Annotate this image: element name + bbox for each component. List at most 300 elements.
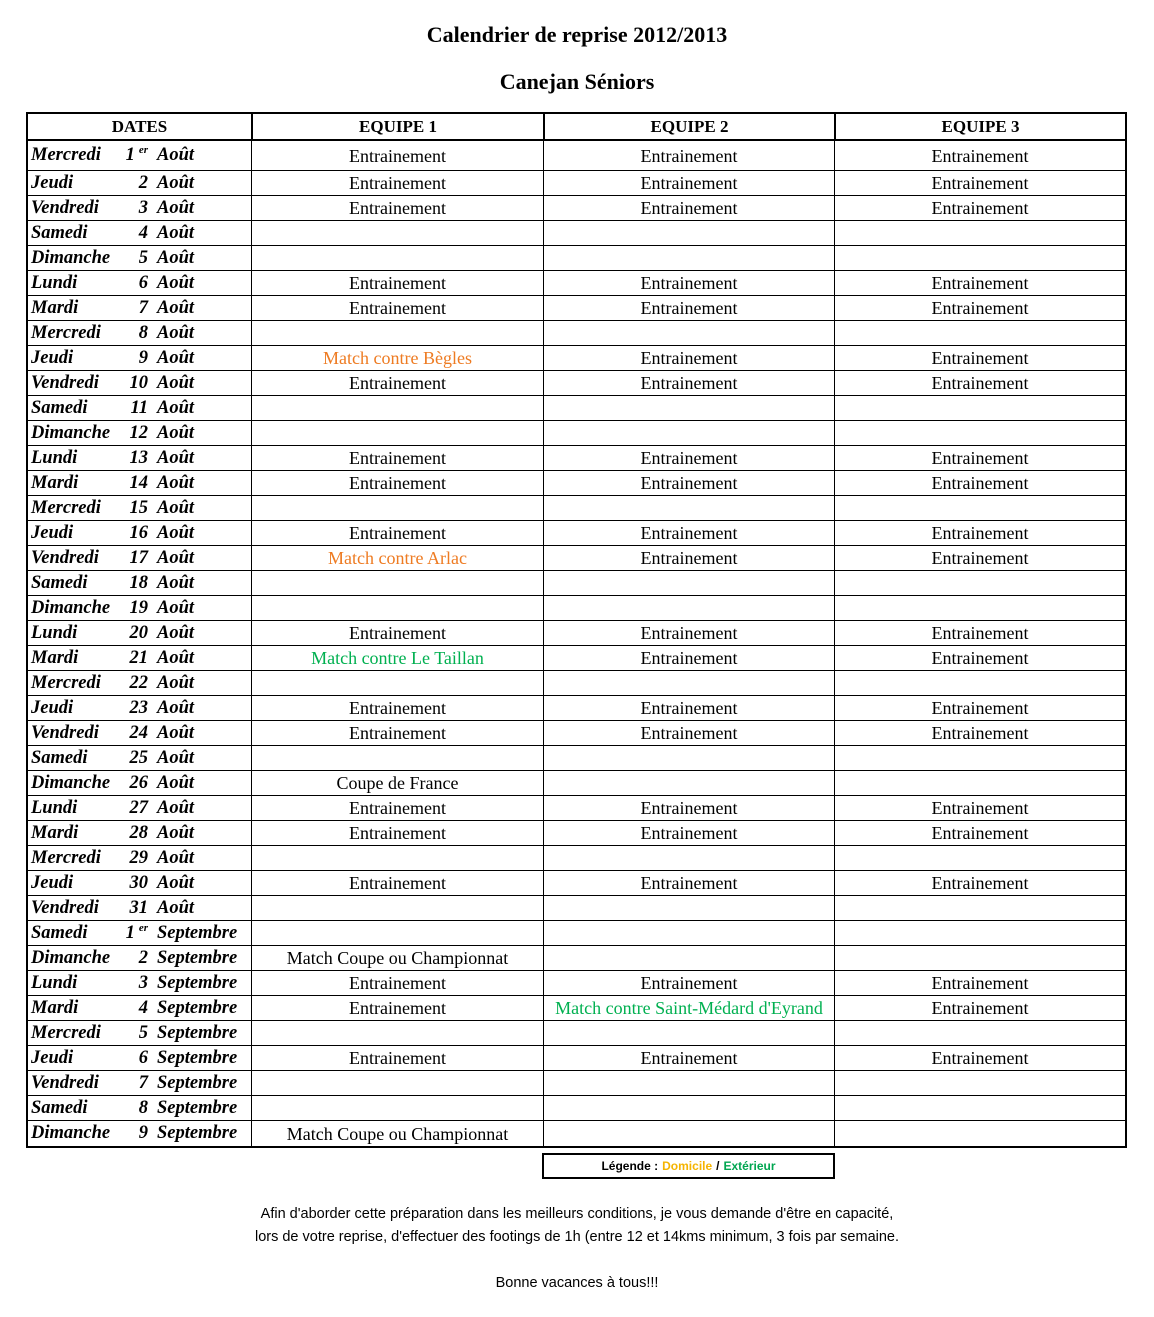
- team3-cell: Entrainement: [834, 271, 1125, 295]
- team1-cell: [251, 1021, 543, 1045]
- team2-cell: Entrainement: [543, 1046, 834, 1070]
- day-number: 7: [138, 297, 148, 318]
- date-cell: [28, 921, 251, 945]
- day-number-group: [117, 799, 148, 818]
- team3-cell: Entrainement: [834, 471, 1125, 495]
- day-name: Samedi: [31, 1097, 88, 1118]
- team2-cell: Entrainement: [543, 621, 834, 645]
- team2-cell: Entrainement: [543, 871, 834, 895]
- date-cell: [28, 446, 251, 470]
- team2-cell: Entrainement: [543, 196, 834, 220]
- team3-cell: Entrainement: [834, 796, 1125, 820]
- day-number-group: [117, 424, 148, 443]
- team2-cell: Entrainement: [543, 721, 834, 745]
- day-number-group: [117, 674, 148, 693]
- date-cell: [28, 1021, 251, 1045]
- team1-cell: Entrainement: [251, 446, 543, 470]
- date-cell: [28, 871, 251, 895]
- team1-cell: [251, 571, 543, 595]
- table-row: [28, 371, 1125, 396]
- note-closing: Bonne vacances à tous!!!: [495, 1275, 659, 1291]
- table-header-row: [28, 114, 1125, 141]
- day-name: Vendredi: [31, 1072, 99, 1093]
- legend-box: [542, 1153, 835, 1179]
- table-row: [28, 521, 1125, 546]
- month-name: Septembre: [157, 947, 238, 968]
- date-cell: [28, 771, 251, 795]
- month-name: Août: [157, 272, 195, 293]
- day-number: 21: [129, 647, 148, 668]
- day-name: Lundi: [31, 622, 78, 643]
- table-row: [28, 446, 1125, 471]
- day-number: 5: [138, 247, 148, 268]
- team2-cell: Entrainement: [543, 371, 834, 395]
- month-name: Août: [157, 222, 195, 243]
- month-name: Août: [157, 297, 195, 318]
- team1-cell: Entrainement: [251, 696, 543, 720]
- day-name: Mardi: [31, 647, 79, 668]
- day-name: Jeudi: [31, 872, 74, 893]
- team2-cell: Entrainement: [543, 696, 834, 720]
- table-row: [28, 971, 1125, 996]
- team3-cell: Entrainement: [834, 521, 1125, 545]
- team1-cell: [251, 1096, 543, 1120]
- month-name: Août: [157, 497, 195, 518]
- month-name: Août: [157, 172, 195, 193]
- month-name: Août: [157, 472, 195, 493]
- day-name: Lundi: [31, 797, 78, 818]
- team2-cell: Entrainement: [543, 646, 834, 670]
- header-dates: DATES: [111, 117, 168, 136]
- day-number: 25: [129, 747, 148, 768]
- day-name: Lundi: [31, 447, 78, 468]
- table-row: [28, 571, 1125, 596]
- table-row: [28, 871, 1125, 896]
- team1-cell: Entrainement: [251, 996, 543, 1020]
- table-row: [28, 546, 1125, 571]
- team1-cell: Match Coupe ou Championnat: [251, 1121, 543, 1146]
- team3-cell: [834, 1071, 1125, 1095]
- day-number-group: [117, 399, 148, 418]
- day-name: Samedi: [31, 397, 88, 418]
- team3-cell: [834, 596, 1125, 620]
- day-number-group: [117, 749, 148, 768]
- day-name: Samedi: [31, 222, 88, 243]
- date-cell: [28, 671, 251, 695]
- month-name: Août: [157, 145, 195, 166]
- date-cell: [28, 321, 251, 345]
- day-name: Mercredi: [31, 497, 101, 518]
- team3-cell: [834, 571, 1125, 595]
- day-number-group: [117, 274, 148, 293]
- date-cell: [28, 571, 251, 595]
- team2-cell: Entrainement: [543, 141, 834, 170]
- day-number-group: [117, 349, 148, 368]
- team3-cell: [834, 746, 1125, 770]
- month-name: Septembre: [157, 922, 238, 943]
- day-number-group: [117, 449, 148, 468]
- legend-home: Domicile: [662, 1159, 713, 1173]
- day-number: 30: [129, 872, 148, 893]
- team2-cell: Entrainement: [543, 296, 834, 320]
- date-cell: [28, 521, 251, 545]
- month-name: Août: [157, 522, 195, 543]
- day-name: Lundi: [31, 272, 78, 293]
- team1-cell: [251, 746, 543, 770]
- day-name: Jeudi: [31, 1047, 74, 1068]
- day-number-group: [117, 899, 148, 918]
- date-cell: [28, 246, 251, 270]
- day-number-group: [117, 1049, 148, 1068]
- day-name: Dimanche: [31, 947, 111, 968]
- team3-cell: [834, 946, 1125, 970]
- day-name: Vendredi: [31, 547, 99, 568]
- team1-cell: Coupe de France: [251, 771, 543, 795]
- date-cell: [28, 1121, 251, 1146]
- date-cell: [28, 1071, 251, 1095]
- team2-cell: Match contre Saint-Médard d'Eyrand: [543, 996, 834, 1020]
- team2-cell: [543, 496, 834, 520]
- team3-cell: Entrainement: [834, 196, 1125, 220]
- legend-label: Légende :: [601, 1159, 659, 1173]
- team1-cell: Match contre Bègles: [251, 346, 543, 370]
- date-cell: [28, 1046, 251, 1070]
- date-cell: [28, 221, 251, 245]
- day-number: 11: [130, 397, 148, 418]
- day-number: 2: [138, 172, 148, 193]
- date-cell: [28, 171, 251, 195]
- day-number: 22: [129, 672, 148, 693]
- team1-cell: Entrainement: [251, 821, 543, 845]
- day-number: 24: [129, 722, 148, 743]
- day-name: Mardi: [31, 297, 79, 318]
- day-number: 13: [129, 447, 148, 468]
- team1-cell: [251, 246, 543, 270]
- date-cell: [28, 471, 251, 495]
- team3-cell: Entrainement: [834, 646, 1125, 670]
- day-number: 19: [129, 597, 148, 618]
- date-cell: [28, 346, 251, 370]
- date-cell: [28, 696, 251, 720]
- day-number-group: [117, 524, 148, 543]
- team1-cell: [251, 321, 543, 345]
- month-name: Août: [157, 622, 195, 643]
- day-number: 26: [129, 772, 148, 793]
- day-name: Mercredi: [31, 672, 101, 693]
- team3-cell: [834, 896, 1125, 920]
- month-name: Août: [157, 422, 195, 443]
- team3-cell: Entrainement: [834, 371, 1125, 395]
- team3-cell: [834, 1021, 1125, 1045]
- month-name: Août: [157, 597, 195, 618]
- month-name: Août: [157, 347, 195, 368]
- team1-cell: [251, 596, 543, 620]
- day-name: Jeudi: [31, 522, 74, 543]
- team2-cell: Entrainement: [543, 971, 834, 995]
- table-row: [28, 671, 1125, 696]
- table-row: [28, 1046, 1125, 1071]
- day-number-group: [117, 974, 148, 993]
- date-cell: [28, 371, 251, 395]
- day-name: Dimanche: [31, 422, 111, 443]
- day-ordinal-suffix: er: [138, 144, 148, 157]
- day-name: Jeudi: [31, 347, 74, 368]
- team2-cell: Entrainement: [543, 171, 834, 195]
- day-number-group: [117, 199, 148, 218]
- table-row: [28, 821, 1125, 846]
- team3-cell: [834, 1121, 1125, 1146]
- team3-cell: [834, 246, 1125, 270]
- team3-cell: Entrainement: [834, 446, 1125, 470]
- day-number-group: [117, 474, 148, 493]
- day-number: 31: [129, 897, 148, 918]
- team2-cell: Entrainement: [543, 821, 834, 845]
- team3-cell: Entrainement: [834, 971, 1125, 995]
- table-row: [28, 896, 1125, 921]
- table-row: [28, 221, 1125, 246]
- day-ordinal-suffix: er: [138, 921, 148, 934]
- day-number: 2: [138, 947, 148, 968]
- day-name: Lundi: [31, 972, 78, 993]
- date-cell: [28, 621, 251, 645]
- team3-cell: Entrainement: [834, 346, 1125, 370]
- date-cell: [28, 821, 251, 845]
- team2-cell: Entrainement: [543, 521, 834, 545]
- day-name: Mardi: [31, 997, 79, 1018]
- team1-cell: [251, 671, 543, 695]
- day-number-group: [117, 624, 148, 643]
- month-name: Août: [157, 822, 195, 843]
- team1-cell: Entrainement: [251, 196, 543, 220]
- day-number: 1: [125, 145, 135, 166]
- date-cell: [28, 946, 251, 970]
- day-name: Samedi: [31, 747, 88, 768]
- date-cell: [28, 721, 251, 745]
- legend-separator: /: [716, 1159, 720, 1173]
- day-number-group: [117, 499, 148, 518]
- day-number: 12: [129, 422, 148, 443]
- month-name: Août: [157, 747, 195, 768]
- day-number: 9: [138, 1123, 148, 1144]
- note-line-1: Afin d'aborder cette préparation dans les meilleurs conditions, je vous demande d'être en capacité,: [260, 1206, 894, 1222]
- date-cell: [28, 546, 251, 570]
- team1-cell: Entrainement: [251, 621, 543, 645]
- team1-cell: Entrainement: [251, 971, 543, 995]
- day-number: 1: [125, 922, 135, 943]
- day-number-group: [117, 146, 148, 165]
- day-number: 9: [138, 347, 148, 368]
- day-number: 10: [129, 372, 148, 393]
- table-row: [28, 246, 1125, 271]
- team3-cell: [834, 421, 1125, 445]
- date-cell: [28, 296, 251, 320]
- table-row: [28, 1071, 1125, 1096]
- month-name: Août: [157, 547, 195, 568]
- table-row: [28, 496, 1125, 521]
- date-cell: [28, 496, 251, 520]
- team2-cell: [543, 596, 834, 620]
- day-name: Samedi: [31, 922, 88, 943]
- team1-cell: Entrainement: [251, 521, 543, 545]
- note-line-2: lors de votre reprise, d'effectuer des footings de 1h (entre 12 et 14kms minimum, 3 fois par semaine.: [254, 1229, 900, 1245]
- month-name: Août: [157, 772, 195, 793]
- day-number-group: [117, 824, 148, 843]
- day-name: Mardi: [31, 822, 79, 843]
- team1-cell: [251, 846, 543, 870]
- team3-cell: [834, 496, 1125, 520]
- day-number: 16: [129, 522, 148, 543]
- date-cell: [28, 646, 251, 670]
- team2-cell: [543, 946, 834, 970]
- day-name: Dimanche: [31, 247, 111, 268]
- day-number: 8: [138, 322, 148, 343]
- table-row: [28, 621, 1125, 646]
- page-subtitle: Canejan Séniors: [499, 69, 655, 94]
- team1-cell: [251, 496, 543, 520]
- day-number: 3: [138, 197, 148, 218]
- team3-cell: [834, 671, 1125, 695]
- team1-cell: Entrainement: [251, 721, 543, 745]
- day-number-group: [117, 874, 148, 893]
- day-number: 29: [129, 847, 148, 868]
- team2-cell: Entrainement: [543, 471, 834, 495]
- team2-cell: [543, 1096, 834, 1120]
- date-cell: [28, 896, 251, 920]
- day-number: 4: [138, 222, 148, 243]
- day-number: 6: [138, 272, 148, 293]
- team2-cell: Entrainement: [543, 796, 834, 820]
- team3-cell: [834, 321, 1125, 345]
- month-name: Septembre: [157, 1097, 238, 1118]
- day-number-group: [117, 174, 148, 193]
- day-number: 3: [138, 972, 148, 993]
- header-team1: EQUIPE 1: [251, 114, 543, 139]
- team2-cell: [543, 771, 834, 795]
- date-cell: [28, 271, 251, 295]
- team2-cell: [543, 571, 834, 595]
- team1-cell: Entrainement: [251, 271, 543, 295]
- day-name: Mercredi: [31, 847, 101, 868]
- day-number: 28: [129, 822, 148, 843]
- day-number-group: [117, 224, 148, 243]
- team2-cell: [543, 846, 834, 870]
- month-name: Août: [157, 872, 195, 893]
- table-body: [28, 141, 1125, 1146]
- date-cell: [28, 971, 251, 995]
- team2-cell: [543, 246, 834, 270]
- table-row: [28, 721, 1125, 746]
- day-number-group: [117, 724, 148, 743]
- team2-cell: [543, 746, 834, 770]
- day-name: Mercredi: [31, 1022, 101, 1043]
- day-number: 18: [129, 572, 148, 593]
- day-number-group: [117, 374, 148, 393]
- team3-cell: [834, 921, 1125, 945]
- day-number-group: [117, 699, 148, 718]
- month-name: Août: [157, 647, 195, 668]
- month-name: Août: [157, 397, 195, 418]
- team2-cell: [543, 396, 834, 420]
- team3-cell: Entrainement: [834, 871, 1125, 895]
- table-row: [28, 196, 1125, 221]
- date-cell: [28, 141, 251, 170]
- team2-cell: Entrainement: [543, 346, 834, 370]
- day-name: Samedi: [31, 572, 88, 593]
- day-number-group: [117, 1074, 148, 1093]
- table-row: [28, 1121, 1125, 1146]
- table-row: [28, 296, 1125, 321]
- table-row: [28, 1021, 1125, 1046]
- team1-cell: [251, 221, 543, 245]
- team2-cell: [543, 896, 834, 920]
- team1-cell: [251, 421, 543, 445]
- team2-cell: [543, 1071, 834, 1095]
- month-name: Septembre: [157, 972, 238, 993]
- month-name: Août: [157, 672, 195, 693]
- table-row: [28, 646, 1125, 671]
- team1-cell: Entrainement: [251, 296, 543, 320]
- team2-cell: [543, 1021, 834, 1045]
- month-name: Août: [157, 447, 195, 468]
- team2-cell: [543, 921, 834, 945]
- team2-cell: [543, 671, 834, 695]
- table-row: [28, 171, 1125, 196]
- header-team3: EQUIPE 3: [834, 114, 1125, 139]
- table-row: [28, 846, 1125, 871]
- team3-cell: Entrainement: [834, 996, 1125, 1020]
- day-name: Dimanche: [31, 597, 111, 618]
- table-row: [28, 596, 1125, 621]
- day-name: Mardi: [31, 472, 79, 493]
- day-number-group: [117, 849, 148, 868]
- table-row: [28, 946, 1125, 971]
- day-number-group: [117, 549, 148, 568]
- day-number-group: [117, 249, 148, 268]
- day-name: Jeudi: [31, 172, 74, 193]
- team3-cell: [834, 221, 1125, 245]
- date-cell: [28, 796, 251, 820]
- day-name: Vendredi: [31, 372, 99, 393]
- team2-cell: Entrainement: [543, 446, 834, 470]
- day-name: Vendredi: [31, 197, 99, 218]
- month-name: Septembre: [157, 1123, 238, 1144]
- day-number-group: [117, 999, 148, 1018]
- team3-cell: [834, 396, 1125, 420]
- day-name: Vendredi: [31, 722, 99, 743]
- team1-cell: Entrainement: [251, 871, 543, 895]
- team2-cell: [543, 421, 834, 445]
- month-name: Septembre: [157, 1022, 238, 1043]
- day-number-group: [117, 1099, 148, 1118]
- month-name: Août: [157, 797, 195, 818]
- date-cell: [28, 421, 251, 445]
- day-number: 4: [138, 997, 148, 1018]
- table-row: [28, 321, 1125, 346]
- day-number-group: [117, 299, 148, 318]
- team3-cell: Entrainement: [834, 696, 1125, 720]
- day-number-group: [117, 649, 148, 668]
- month-name: Août: [157, 197, 195, 218]
- team3-cell: Entrainement: [834, 721, 1125, 745]
- table-row: [28, 396, 1125, 421]
- day-number: 6: [138, 1047, 148, 1068]
- table-row: [28, 921, 1125, 946]
- table-row: [28, 696, 1125, 721]
- team2-cell: [543, 321, 834, 345]
- day-number: 8: [138, 1097, 148, 1118]
- month-name: Septembre: [157, 1072, 238, 1093]
- team1-cell: Entrainement: [251, 171, 543, 195]
